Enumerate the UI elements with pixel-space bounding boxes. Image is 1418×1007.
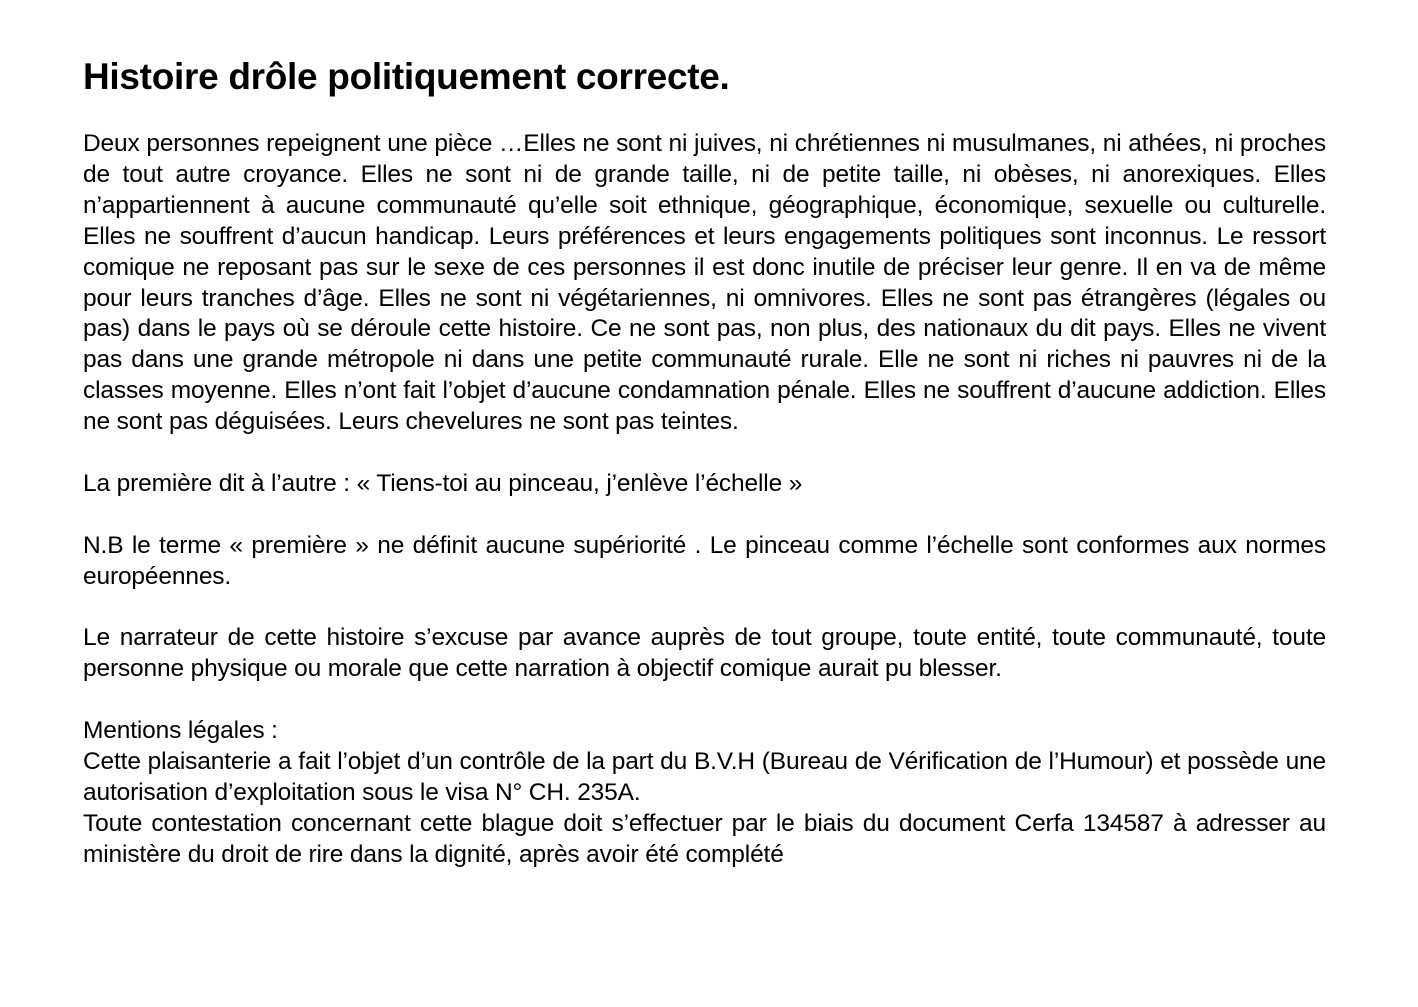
document-page xyxy=(83,52,1326,871)
paragraph-punchline: La première dit à l’autre : « Tiens-toi au pinceau, j’enlève l’échelle » xyxy=(83,469,803,497)
paragraph-apology: Le narrateur de cette histoire s’excuse par avance auprès de tout groupe, toute entité, toute communauté, toute personne physique ou morale que cette narration à objectif comique aurait pu blesser. xyxy=(83,624,1326,683)
legal-section xyxy=(83,716,1326,871)
document-title: Histoire drôle politiquement correcte. xyxy=(83,56,730,97)
legal-paragraph-contestation: Toute contestation concernant cette blague doit s’effectuer par le biais du document Cerfa 134587 à adresser au ministère du droit de rire dans la dignité, après avoir été complété xyxy=(83,809,1326,868)
paragraph-nota-bene: N.B le terme « première » ne définit aucune supériorité . Le pinceau comme l’échelle sont conformes aux normes européennes. xyxy=(83,531,1326,590)
legal-paragraph-visa: Cette plaisanterie a fait l’objet d’un contrôle de la part du B.V.H (Bureau de Vérification de l’Humour) et possède une autorisation d’exploitation sous le visa N° CH. 235A. xyxy=(83,748,1326,806)
legal-heading: Mentions légales : xyxy=(83,717,278,745)
paragraph-description: Deux personnes repeignent une pièce …Elles ne sont ni juives, ni chrétiennes ni musulmanes, ni athées, ni proches de tout autre croyance. Elles ne sont ni de grande taille, ni de petite taille, ni obèses, ni anorexiques. Elles n’appartiennent à aucune communauté qu’elle soit ethnique, géographique, économique, sexuelle ou culturelle. Elles ne souffrent d’aucun handicap. Leurs préférences et leurs engagements politiques sont inconnus. Le ressort comique ne reposant pas sur le sexe de ces personnes il est donc inutile de préciser leur genre. Il en va de même pour leurs tranches d’âge. Elles ne sont ni végétariennes, ni omnivores. Elles ne sont pas étrangères (légales ou pas) dans le pays où se déroule cette histoire. Ce ne sont pas, non plus, des nationaux du dit pays. Elles ne vivent pas dans une grande métropole ni dans une petite communauté rurale. Elle ne sont ni riches ni pauvres ni de la classes moyenne. Elles n’ont fait l’objet d’aucune condamnation pénale. Elles ne souffrent d’aucune addiction. Elles ne sont pas déguisées. Leurs chevelures ne sont pas teintes. xyxy=(83,130,1326,436)
